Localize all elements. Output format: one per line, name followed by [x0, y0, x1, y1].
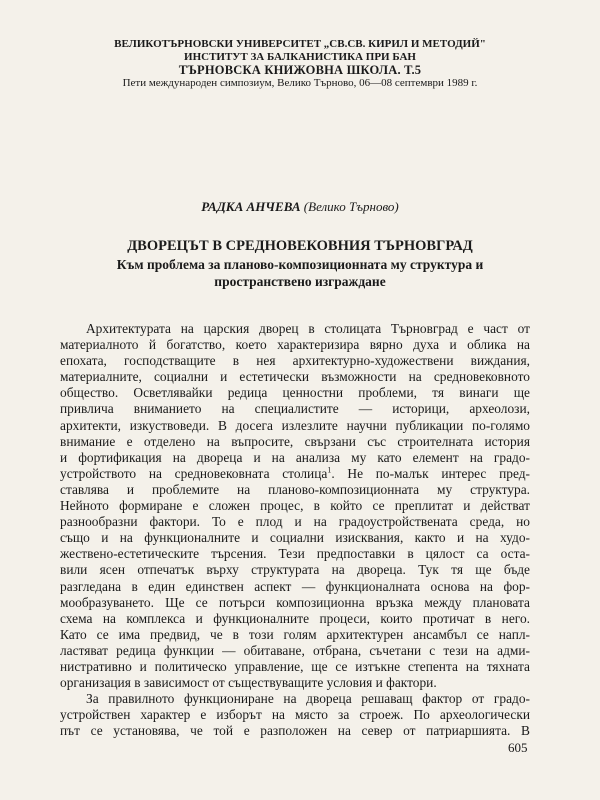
- text-line: вили ясен отпечатък върху структурата на двореца. Тук тя ще бъде: [60, 562, 530, 578]
- page-number: 605: [508, 740, 528, 755]
- text-line: общество. Осветлявайки редица ценностни проблеми, тя винаги ще: [60, 385, 530, 401]
- text-segment: . Не по-малък интерес пред-: [331, 465, 530, 481]
- text-line-with-footnote: [60, 466, 530, 482]
- institute-name: ИНСТИТУТ ЗА БАЛКАНИСТИКА ПРИ БАН: [184, 51, 416, 63]
- author-line: [0, 199, 600, 215]
- text-line: разнообразни фактори. То е плод и на градоустройствената среда, но: [60, 514, 530, 530]
- text-line: материалното й богатство, което характеризира вярно духа и облика на: [60, 337, 530, 353]
- text-line: мообразуването. Ще се потърси композиционна връзка между плановата: [60, 594, 530, 610]
- symposium-info: Пети международен симпозиум, Велико Търново, 06—08 септември 1989 г.: [122, 77, 478, 89]
- paragraph-1: [60, 321, 530, 691]
- text-line: епохата, господстващите в нея архитектурно-художествени виждания,: [60, 353, 530, 369]
- paragraph-2: [60, 691, 530, 739]
- text-line: внимание е отделено на въпросите, свързани със строителната история: [60, 433, 530, 449]
- footnote-mark[interactable]: 1: [327, 465, 332, 475]
- text-line: материалните, социални и естетически възможности на средновековното: [60, 369, 530, 385]
- article-body: [60, 321, 530, 739]
- text-line: Нейното формиране е сложен процес, в който се преплитат и действат: [60, 498, 530, 514]
- text-line: Като се има предвид, че в този голям архитектурен ансамбъл се напл-: [60, 626, 530, 642]
- author-name: РАДКА АНЧЕВА: [201, 199, 301, 214]
- text-line: устройствен характер е изборът на място за строеж. По археологически: [60, 707, 530, 723]
- series-title: ТЪРНОВСКА КНИЖОВНА ШКОЛА. Т.5: [178, 63, 422, 77]
- author-city: (Велико Търново): [303, 199, 399, 214]
- text-line: разгледана в един единствен аспект — функционалната основа на фор-: [60, 578, 530, 594]
- subtitle-line: Към проблема за планово-композиционната му структура и: [116, 257, 484, 272]
- text-line: Архитектурата на царския дворец в столицата Търновград е част от: [86, 321, 530, 336]
- text-line: схема на комплекса и функционалните процеси, които протичат в него.: [60, 610, 530, 626]
- text-line: архитекти, изкуствоведи. В досега излезлите научни публикации по-голямо: [60, 417, 530, 433]
- text-line: За правилното функциониране на двореца решаващ фактор от градо-: [86, 691, 530, 707]
- text-segment: устройството на средновековната столица: [60, 465, 328, 481]
- text-line: и фортификация на двореца и на анализа му като елемент на градо-: [60, 449, 530, 465]
- text-line: жествено-естетическите търсения. Тези предпоставки в цялост са оста-: [60, 546, 530, 562]
- article-subtitle: [0, 256, 600, 290]
- text-line: организация в зависимост от съществуващите условия и фактори.: [60, 675, 437, 691]
- university-name: ВЕЛИКОТЪРНОВСКИ УНИВЕРСИТЕТ „СВ.СВ. КИРИЛ И МЕТОДИЙ": [114, 38, 486, 50]
- publication-header: [0, 38, 600, 90]
- text-line: път се установява, че той е разположен на север от патриаршията. В: [60, 723, 530, 739]
- text-line: нистративно и политическо управление, ще се изтъкне степента на тяхната: [60, 658, 530, 674]
- subtitle-line: пространствено изграждане: [214, 274, 386, 289]
- text-line: привлича вниманието на специалистите — историци, археолози,: [60, 401, 530, 417]
- article-title: ДВОРЕЦЪТ В СРЕДНОВЕКОВНИЯ ТЪРНОВГРАД: [127, 238, 473, 254]
- text-line: ставлява и проблемите на планово-композиционната му структура.: [60, 481, 530, 497]
- text-line: ластяват редица функции — обитаване, отбрана, съчетани с тези на адми-: [60, 642, 530, 658]
- text-line: също и на функционалните и социални изисквания, както и на худо-: [60, 530, 530, 546]
